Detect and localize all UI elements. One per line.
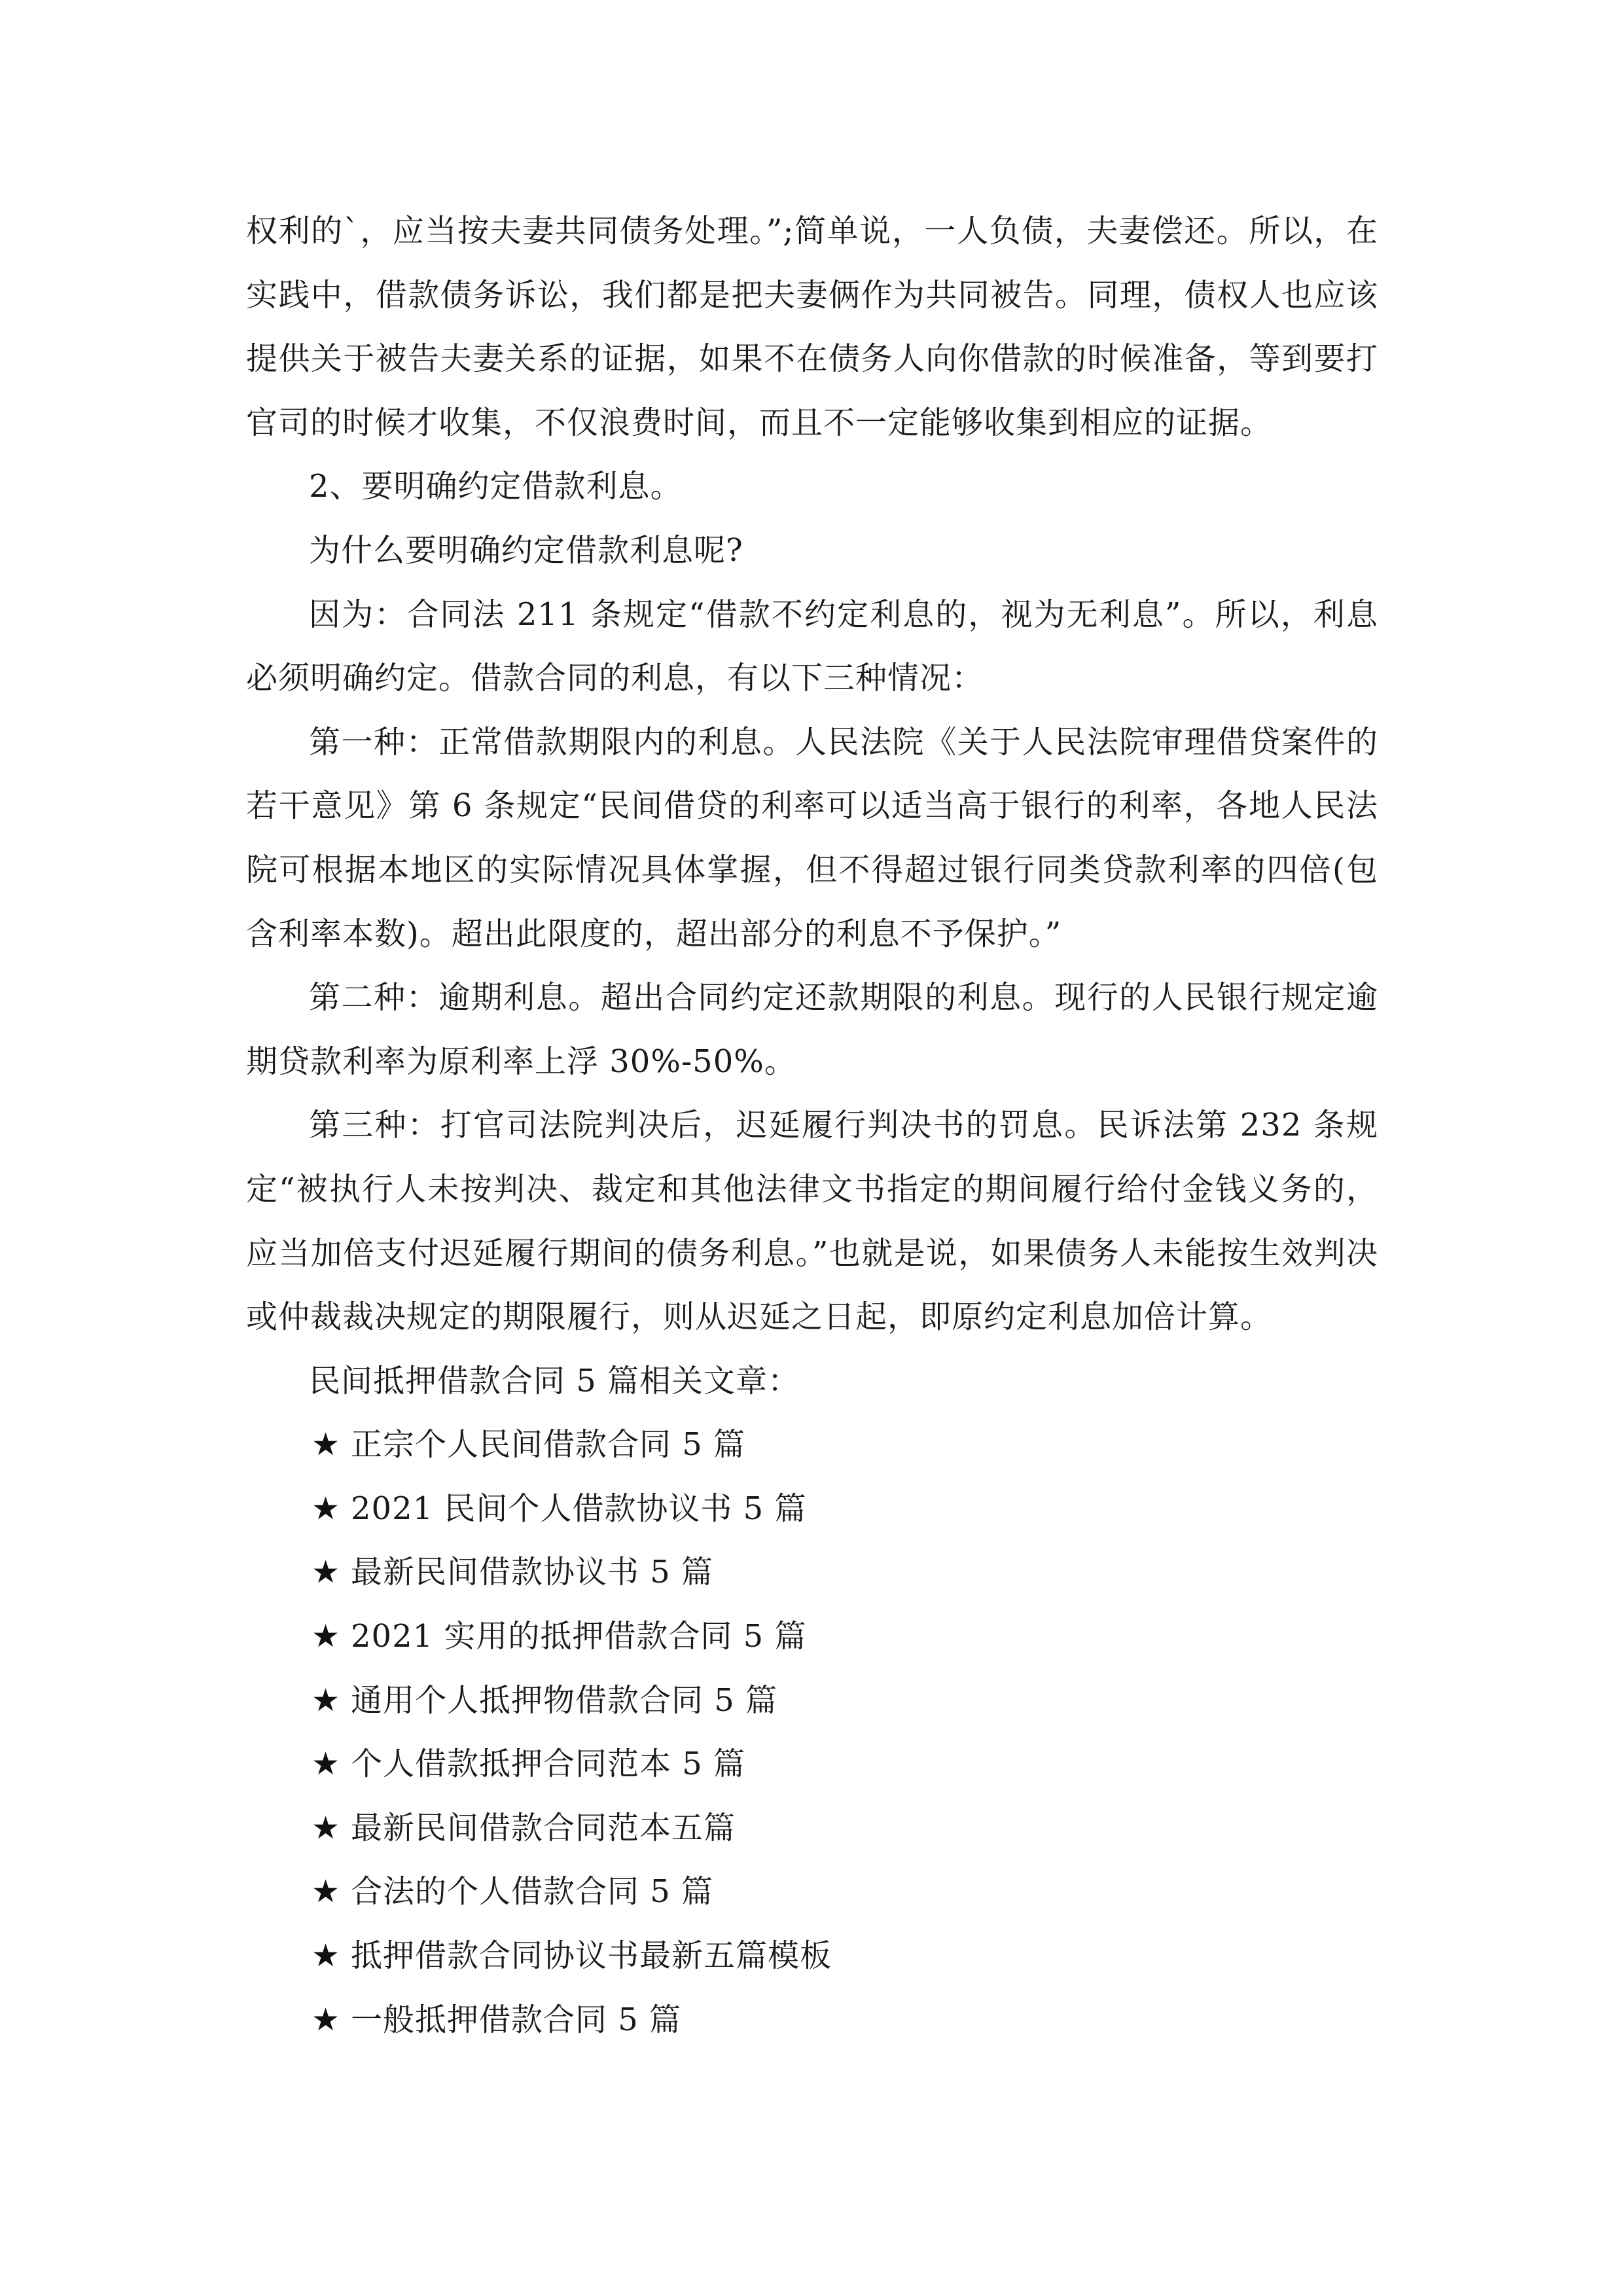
related-article-link[interactable]: 正宗个人民间借款合同 5 篇 bbox=[351, 1426, 746, 1463]
related-article-link[interactable]: 最新民间借款协议书 5 篇 bbox=[351, 1554, 714, 1591]
paragraph-contract-law-211: 因为：合同法 211 条规定“借款不约定利息的，视为无利息”。所以，利息必须明确约定。借款合同的利息，有以下三种情况： bbox=[246, 596, 1378, 697]
star-icon: ★ bbox=[312, 1554, 340, 1591]
star-icon: ★ bbox=[312, 2001, 340, 2038]
related-article-link[interactable]: 最新民间借款合同范本五篇 bbox=[351, 1809, 736, 1846]
list-item bbox=[312, 1541, 1378, 1605]
related-article-link[interactable]: 个人借款抵押合同范本 5 篇 bbox=[351, 1746, 746, 1783]
list-item bbox=[312, 1924, 1378, 1988]
paragraph-spouse-debt: 权利的`，应当按夫妻共同债务处理。”;简单说，一人负债，夫妻偿还。所以，在实践中，借款债务诉讼，我们都是把夫妻俩作为共同被告。同理，债权人也应该提供关于被告夫妻关系的证据，如果不在债务人向你借款的时候准备，等到要打官司的时候才收集，不仅浪费时间，而且不一定能够收集到相应的证据。 bbox=[246, 213, 1378, 441]
related-articles-list bbox=[246, 1413, 1378, 2052]
star-icon: ★ bbox=[312, 1746, 340, 1783]
list-item bbox=[312, 1605, 1378, 1669]
star-icon: ★ bbox=[312, 1937, 340, 1975]
related-article-link[interactable]: 抵押借款合同协议书最新五篇模板 bbox=[351, 1937, 832, 1975]
star-icon: ★ bbox=[312, 1426, 340, 1463]
related-articles-heading: 民间抵押借款合同 5 篇相关文章： bbox=[309, 1362, 800, 1399]
document-body bbox=[246, 200, 1378, 2052]
star-icon: ★ bbox=[312, 1618, 340, 1655]
star-icon: ★ bbox=[312, 1490, 340, 1527]
related-article-link[interactable]: 通用个人抵押物借款合同 5 篇 bbox=[351, 1681, 778, 1719]
paragraph-interest-type-3: 第三种：打官司法院判决后，迟延履行判决书的罚息。民诉法第 232 条规定“被执行人未按判决、裁定和其他法律文书指定的期间履行给付金钱义务的，应当加倍支付迟延履行期间的债务利息。”也就是说，如果债务人未能按生效判决或仲裁裁决规定的期限履行，则从迟延之日起，即原约定利息加倍计算。 bbox=[246, 1107, 1378, 1336]
list-item bbox=[312, 1797, 1378, 1861]
paragraph-why-interest: 为什么要明确约定借款利息呢? bbox=[309, 531, 743, 569]
list-item bbox=[312, 1988, 1378, 2053]
related-article-link[interactable]: 一般抵押借款合同 5 篇 bbox=[351, 2001, 682, 2038]
star-icon: ★ bbox=[312, 1873, 340, 1910]
related-article-link[interactable]: 2021 民间个人借款协议书 5 篇 bbox=[351, 1490, 807, 1527]
list-item bbox=[312, 1413, 1378, 1477]
paragraph-interest-type-2: 第二种：逾期利息。超出合同约定还款期限的利息。现行的人民银行规定逾期贷款利率为原利率上浮 30%-50%。 bbox=[246, 979, 1378, 1080]
star-icon: ★ bbox=[312, 1809, 340, 1846]
star-icon: ★ bbox=[312, 1681, 340, 1719]
list-item bbox=[312, 1860, 1378, 1924]
paragraph-interest-type-1: 第一种：正常借款期限内的利息。人民法院《关于人民法院审理借贷案件的若干意见》第 6 条规定“民间借贷的利率可以适当高于银行的利率，各地人民法院可根据本地区的实际情况具体掌握，但不得超过银行同类贷款利率的四倍(包含利率本数)。超出此限度的，超出部分的利息不予保护。” bbox=[246, 723, 1378, 952]
related-article-link[interactable]: 合法的个人借款合同 5 篇 bbox=[351, 1873, 714, 1910]
related-article-link[interactable]: 2021 实用的抵押借款合同 5 篇 bbox=[351, 1618, 807, 1655]
paragraph-section-2-heading: 2、要明确约定借款利息。 bbox=[309, 468, 683, 505]
list-item bbox=[312, 1477, 1378, 1541]
list-item bbox=[312, 1669, 1378, 1733]
list-item bbox=[312, 1732, 1378, 1797]
